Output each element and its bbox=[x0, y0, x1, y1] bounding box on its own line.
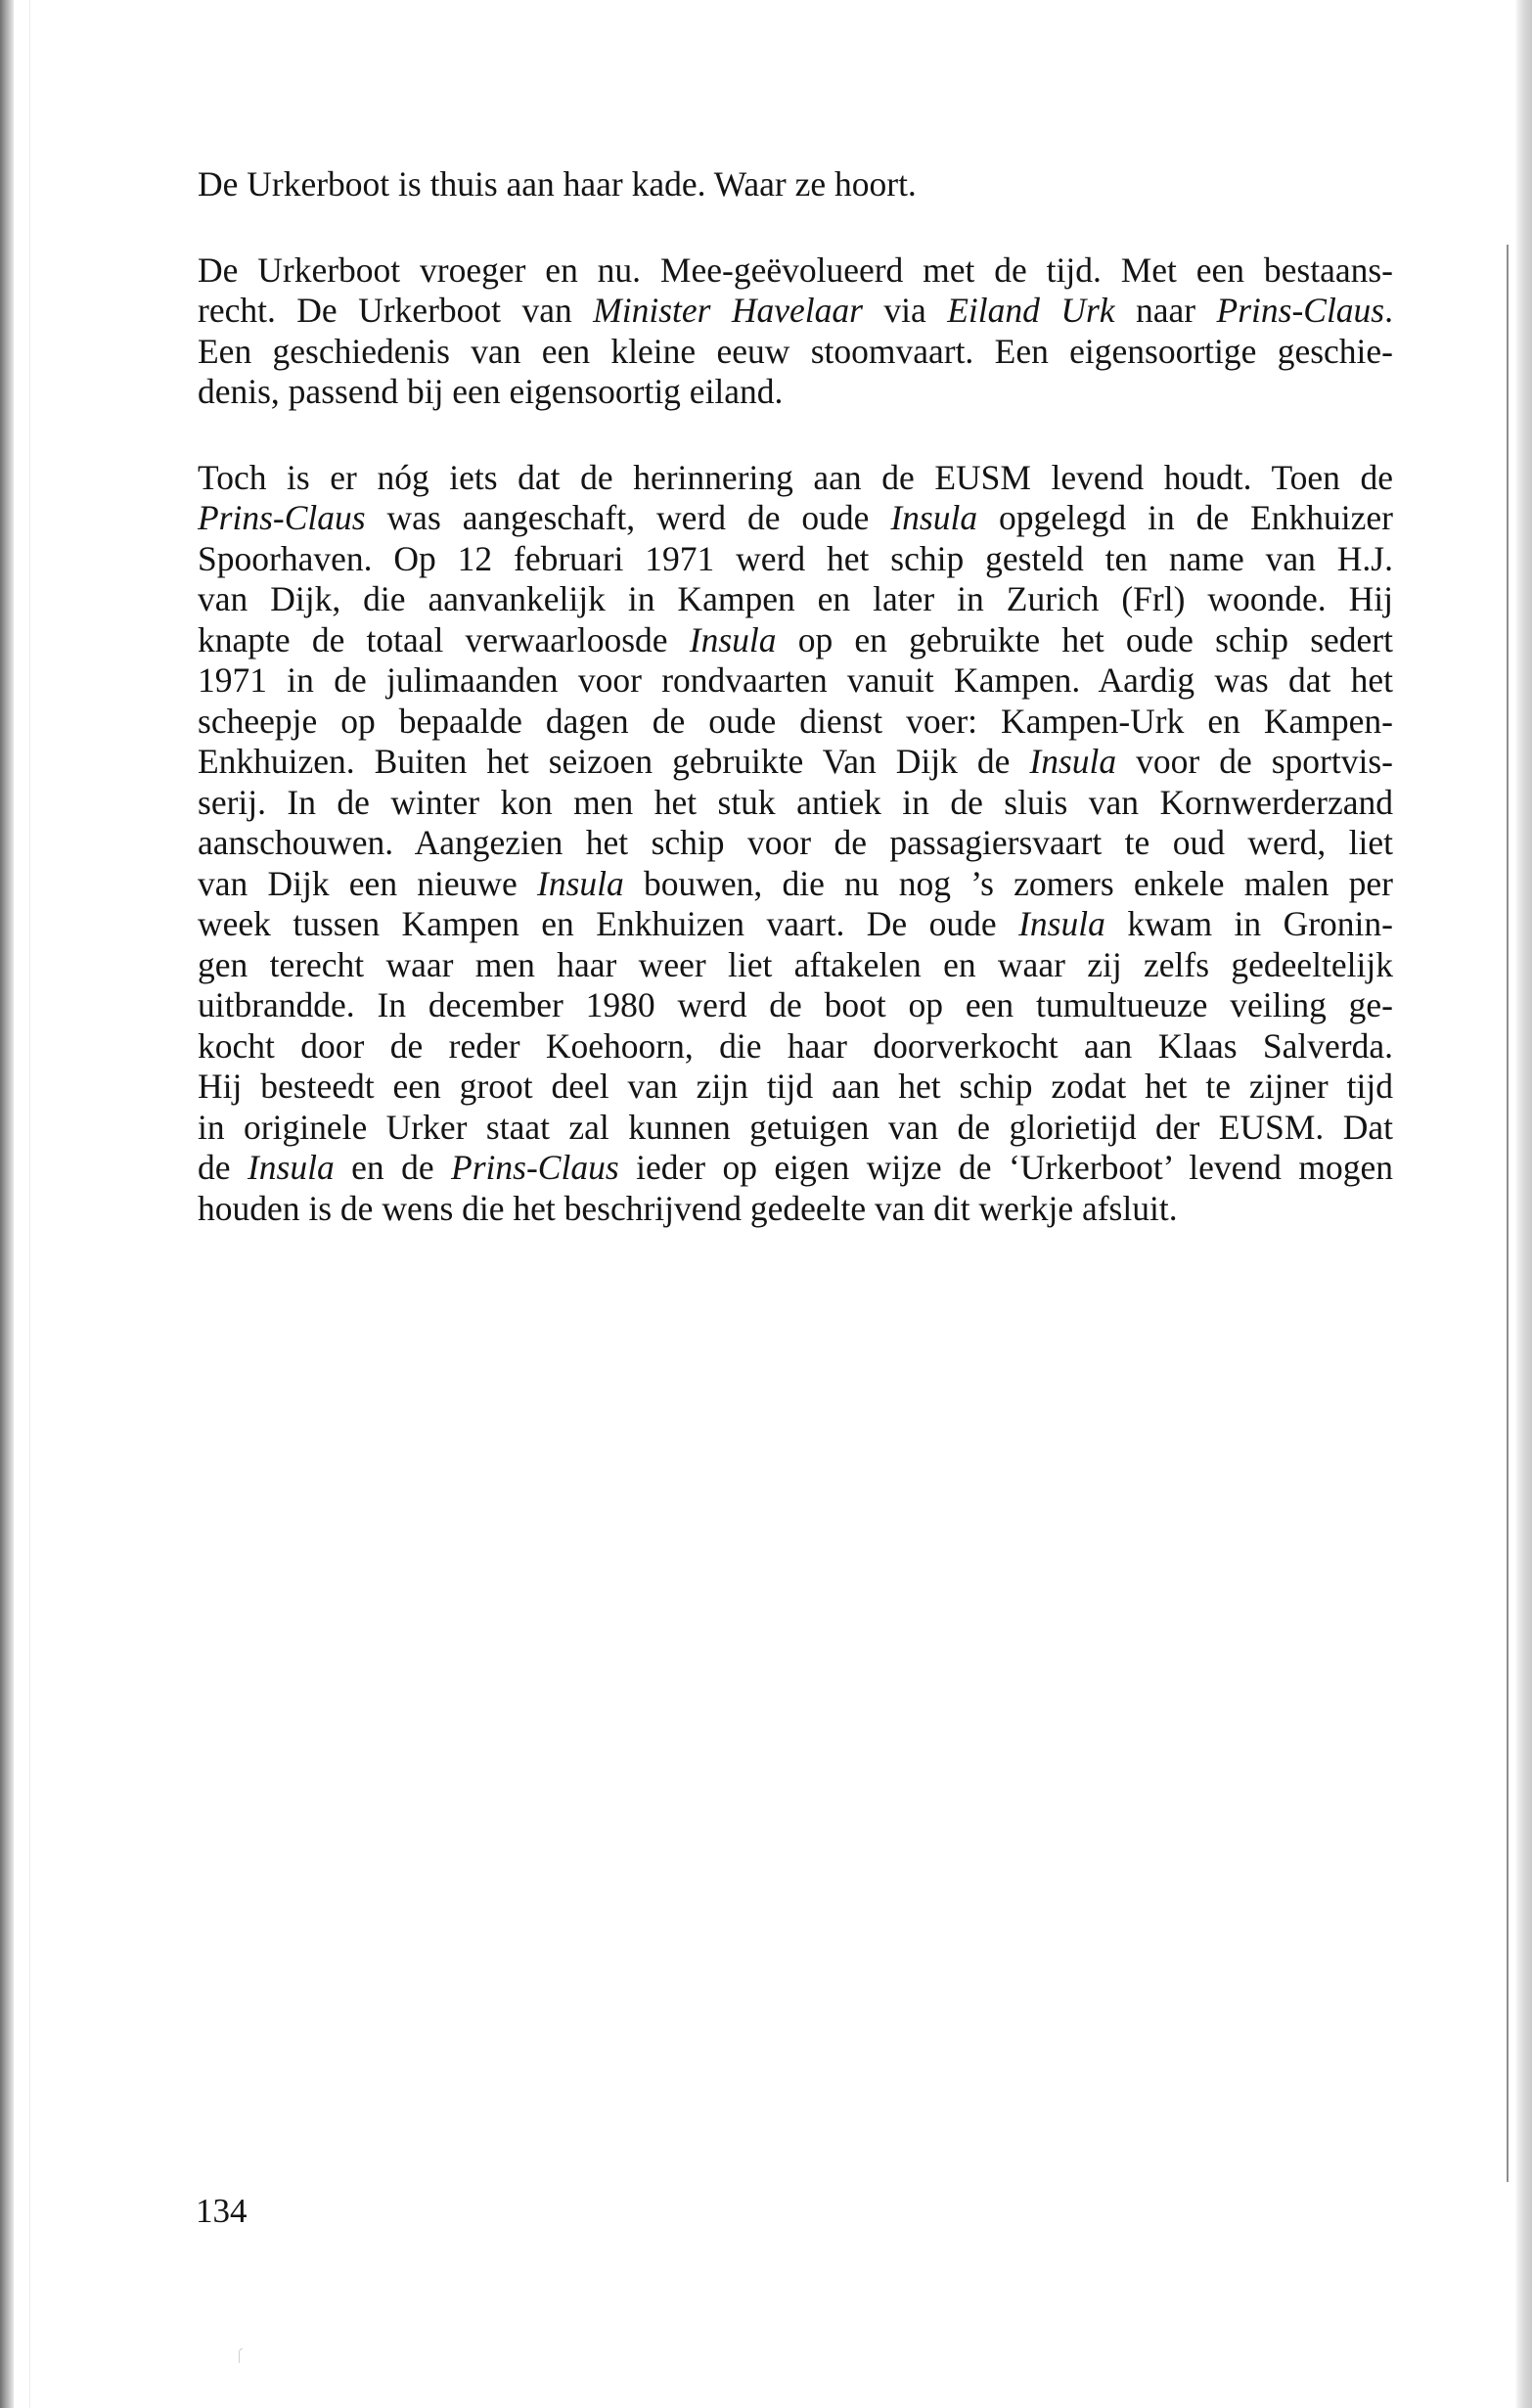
italic-text: Prins-Claus bbox=[451, 1148, 619, 1187]
text-segment: denis, passend bij een eigensoortig eiland. bbox=[198, 372, 784, 411]
scan-speck bbox=[239, 2348, 243, 2363]
text-segment: op en gebruikte het oude schip sedert bbox=[776, 619, 1393, 659]
text-segment: aanschouwen. Aangezien het schip voor de passagiersvaart te oud werd, liet bbox=[198, 823, 1393, 862]
text-segment: van Dijk, die aanvankelijk in Kampen en later in Zurich (Frl) woonde. Hij bbox=[198, 579, 1393, 618]
text-segment: Een geschiedenis van een kleine eeuw stoomvaart. Een eigensoortige geschie- bbox=[198, 331, 1393, 371]
italic-text: Insula bbox=[1029, 742, 1117, 781]
italic-text: Insula bbox=[247, 1148, 335, 1187]
text-line bbox=[198, 164, 1393, 205]
text-line bbox=[198, 985, 1393, 1026]
text-segment: kwam in Gronin- bbox=[1104, 904, 1393, 943]
text-segment: Toch is er nóg iets dat de herinnering aan de EUSM levend houdt. Toen de bbox=[198, 457, 1393, 497]
italic-text: Insula bbox=[890, 498, 978, 537]
text-segment: ieder op eigen wijze de ‘Urkerboot’ levend mogen bbox=[618, 1148, 1393, 1187]
text-segment: De Urkerboot vroeger en nu. Mee-geëvolueerd met de tijd. Met een bestaans- bbox=[198, 250, 1393, 290]
text-segment: opgelegd in de Enkhuizer bbox=[977, 498, 1393, 537]
scan-edge-left bbox=[0, 0, 14, 2408]
text-line bbox=[198, 372, 1393, 413]
text-segment: naar bbox=[1114, 291, 1217, 330]
text-line bbox=[198, 904, 1393, 945]
text-line bbox=[198, 660, 1393, 702]
italic-text: Prins-Claus bbox=[198, 498, 366, 537]
italic-text: Prins-Claus bbox=[1216, 291, 1385, 330]
text-line bbox=[198, 823, 1393, 864]
text-line bbox=[198, 1026, 1393, 1068]
paragraph bbox=[198, 458, 1393, 1230]
italic-text: Eiland Urk bbox=[947, 291, 1115, 330]
text-segment: week tussen Kampen en Enkhuizen vaart. De oude bbox=[198, 904, 1019, 943]
body-text bbox=[198, 164, 1393, 1229]
scan-edge-right bbox=[1516, 0, 1532, 2408]
text-line bbox=[198, 579, 1393, 620]
scan-line-left bbox=[29, 0, 30, 2408]
text-segment: knapte de totaal verwaarloosde bbox=[198, 619, 690, 659]
text-line bbox=[198, 1189, 1393, 1230]
text-segment: in originele Urker staat zal kunnen getuigen van de glorietijd der EUSM. Dat bbox=[198, 1107, 1393, 1147]
text-segment: voor de sportvis- bbox=[1116, 742, 1393, 781]
text-segment: gen terecht waar men haar weer liet aftakelen en waar zij zelfs gedeeltelijk bbox=[198, 944, 1393, 984]
text-line bbox=[198, 620, 1393, 661]
text-segment: bouwen, die nu nog ’s zomers enkele malen per bbox=[623, 863, 1393, 903]
text-segment: . bbox=[1384, 291, 1393, 330]
italic-text: Insula bbox=[537, 863, 624, 903]
text-line bbox=[198, 1148, 1393, 1189]
text-line bbox=[198, 539, 1393, 580]
text-segment: houden is de wens die het beschrijvend gedeelte van dit werkje afsluit. bbox=[198, 1188, 1178, 1228]
italic-text: Minister Havelaar bbox=[593, 291, 863, 330]
text-line bbox=[198, 742, 1393, 783]
paragraph bbox=[198, 250, 1393, 413]
text-segment: scheepje op bepaalde dagen de oude dienst voer: Kampen-Urk en Kampen- bbox=[198, 701, 1393, 741]
text-line bbox=[198, 945, 1393, 986]
text-segment: Spoorhaven. Op 12 februari 1971 werd het schip gesteld ten name van H.J. bbox=[198, 538, 1393, 578]
text-segment: uitbrandde. In december 1980 werd de boot op een tumultueuze veiling ge- bbox=[198, 985, 1393, 1024]
text-segment: recht. De Urkerboot van bbox=[198, 291, 594, 330]
text-segment: Hij besteedt een groot deel van zijn tijd aan het schip zodat het te zijner tijd bbox=[198, 1067, 1393, 1106]
italic-text: Insula bbox=[1018, 904, 1105, 943]
text-line bbox=[198, 332, 1393, 373]
text-line bbox=[198, 783, 1393, 824]
text-line bbox=[198, 864, 1393, 905]
text-line bbox=[198, 291, 1393, 332]
text-segment: en de bbox=[334, 1148, 452, 1187]
paragraph bbox=[198, 164, 1393, 205]
text-line bbox=[198, 1067, 1393, 1108]
text-line bbox=[198, 250, 1393, 292]
text-segment: 1971 in de julimaanden voor rondvaarten vanuit Kampen. Aardig was dat het bbox=[198, 660, 1393, 700]
text-segment: De Urkerboot is thuis aan haar kade. Waar ze hoort. bbox=[198, 164, 917, 204]
page-number: 134 bbox=[196, 2192, 248, 2230]
text-segment: kocht door de reder Koehoorn, die haar doorverkocht aan Klaas Salverda. bbox=[198, 1025, 1393, 1066]
scan-line-right bbox=[1507, 245, 1509, 2182]
text-segment: de bbox=[198, 1148, 248, 1187]
text-line bbox=[198, 702, 1393, 743]
text-line bbox=[198, 458, 1393, 499]
italic-text: Insula bbox=[689, 619, 777, 659]
text-segment: Enkhuizen. Buiten het seizoen gebruikte Van Dijk de bbox=[198, 742, 1030, 781]
text-line bbox=[198, 1108, 1393, 1149]
text-segment: van Dijk een nieuwe bbox=[198, 863, 538, 903]
text-segment: was aangeschaft, werd de oude bbox=[365, 498, 891, 537]
text-line bbox=[198, 498, 1393, 539]
text-segment: serij. In de winter kon men het stuk antiek in de sluis van Kornwerderzand bbox=[198, 782, 1393, 822]
text-segment: via bbox=[862, 291, 948, 330]
